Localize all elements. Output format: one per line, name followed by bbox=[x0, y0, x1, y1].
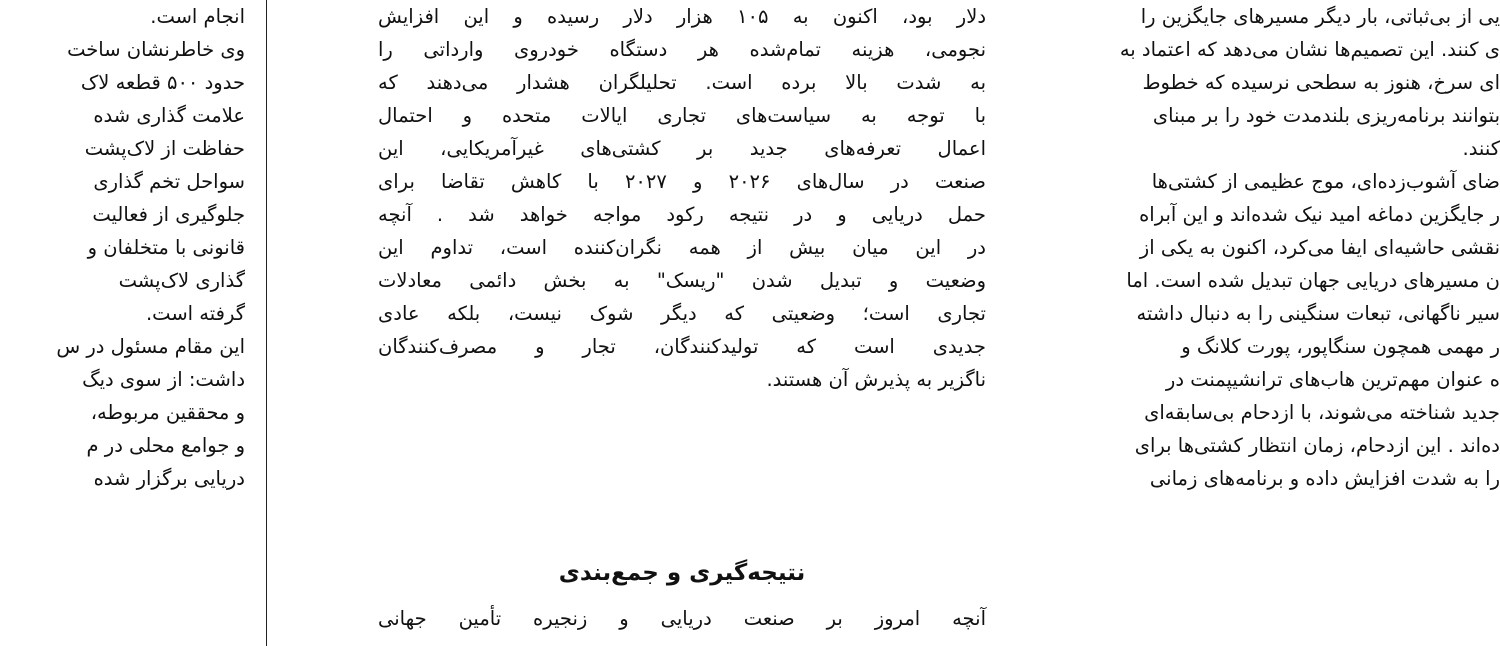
right-column bbox=[1012, 0, 1500, 646]
paragraph-line: ناگزیر به پذیرش آن هستند. bbox=[766, 368, 986, 391]
paragraph-line: حفاظت از لاک‌پشت bbox=[84, 137, 245, 160]
paragraph-line: علامت گذاری شده bbox=[93, 104, 245, 127]
paragraph-line: حدود ۵۰۰ قطعه لاک bbox=[80, 71, 245, 94]
paragraph-line: وی خاطرنشان ساخت bbox=[67, 38, 245, 61]
paragraph-line: ه عنوان مهم‌ترین هاب‌های ترانشیپمنت در bbox=[1165, 368, 1500, 391]
paragraph-line: حمل دریایی و در نتیجه رکود مواجه خواهد شد . آنچه bbox=[378, 203, 986, 226]
paragraph-line: دلار بود، اکنون به ۱۰۵ هزار دلار رسیده و این افزایش bbox=[378, 5, 986, 28]
section-heading: نتیجه‌گیری و جمع‌بندی bbox=[558, 560, 806, 586]
paragraph-line: در این میان بیش از همه نگران‌کننده است، تداوم این bbox=[378, 236, 986, 259]
paragraph-line: گرفته است. bbox=[145, 302, 245, 325]
paragraph-line: نجومی، هزینه تمام‌شده هر دستگاه خودروی وارداتی را bbox=[378, 38, 986, 61]
paragraph-line: جلوگیری از فعالیت bbox=[92, 203, 245, 226]
middle-column-bottom bbox=[378, 602, 986, 635]
paragraph-line: تجاری است؛ وضعیتی که دیگر شوک نیست، بلکه عادی bbox=[378, 302, 986, 325]
paragraph-line: به شدت بالا برده است. تحلیلگران هشدار می‌دهند که bbox=[378, 71, 986, 94]
paragraph-line: با توجه به سیاست‌های تجاری ایالات متحده و احتمال bbox=[378, 104, 986, 127]
paragraph-line: ای سرخ، هنوز به سطحی نرسیده که خطوط bbox=[1142, 71, 1500, 94]
paragraph-line: داشت: از سوی دیگ bbox=[82, 368, 245, 391]
left-column bbox=[0, 0, 245, 646]
paragraph-line: نقشی حاشیه‌ای ایفا می‌کرد، اکنون به یکی از bbox=[1139, 236, 1500, 259]
paragraph-line: قانونی با متخلفان و bbox=[87, 236, 245, 259]
paragraph-line: و جوامع محلی در م bbox=[86, 434, 245, 457]
paragraph-line: جدید شناخته می‌شوند، با ازدحام بی‌سابقه‌ای bbox=[1144, 401, 1500, 424]
paragraph-line: آنچه امروز بر صنعت دریایی و زنجیره تأمین جهانی bbox=[378, 607, 986, 630]
paragraph-line: بتوانند برنامه‌ریزی بلندمدت خود را بر مبنای bbox=[1152, 104, 1500, 127]
paragraph-line: ی کنند. این تصمیم‌ها نشان می‌دهد که اعتماد به bbox=[1119, 38, 1500, 61]
column-divider bbox=[266, 0, 267, 646]
paragraph-line: ده‌اند . این ازدحام، زمان انتظار کشتی‌ها برای bbox=[1134, 434, 1500, 457]
paragraph-line: یی از بی‌ثباتی، بار دیگر مسیرهای جایگزین را bbox=[1140, 5, 1500, 28]
middle-column bbox=[378, 0, 986, 396]
paragraph-line: و محققین مربوطه، bbox=[90, 401, 245, 424]
paragraph-line: ضای آشوب‌زده‌ای، موج عظیمی از کشتی‌ها bbox=[1151, 170, 1500, 193]
paragraph-line: انجام است. bbox=[150, 5, 245, 28]
paragraph-line: ن مسیرهای دریایی جهان تبدیل شده است. اما bbox=[1126, 269, 1500, 292]
paragraph-line: اعمال تعرفه‌های جدید بر کشتی‌های غیرآمریکایی، این bbox=[378, 137, 986, 160]
paragraph-line: گذاری لاک‌پشت bbox=[118, 269, 245, 292]
paragraph-line: کنند. bbox=[1462, 137, 1500, 160]
paragraph-line: سیر ناگهانی، تبعات سنگینی را به دنبال داشته bbox=[1136, 302, 1500, 325]
paragraph-line: ر جایگزین دماغه امید نیک شده‌اند و این آبراه bbox=[1139, 203, 1500, 226]
paragraph-line: ر مهمی همچون سنگاپور، پورت کلانگ و bbox=[1181, 335, 1500, 358]
paragraph-line: را به شدت افزایش داده و برنامه‌های زمانی bbox=[1149, 467, 1500, 490]
paragraph-line: وضعیت و تبدیل شدن "ریسک" به بخش دائمی معادلات bbox=[378, 269, 986, 292]
paragraph-line: این مقام مسئول در س bbox=[56, 335, 245, 358]
paragraph-line: جدیدی است که تولیدکنندگان، تجار و مصرف‌کنندگان bbox=[378, 335, 986, 358]
paragraph-line: دریایی برگزار شده bbox=[93, 467, 245, 490]
paragraph-line: صنعت در سال‌های ۲۰۲۶ و ۲۰۲۷ با کاهش تقاضا برای bbox=[378, 170, 986, 193]
paragraph-line: سواحل تخم گذاری bbox=[93, 170, 245, 193]
